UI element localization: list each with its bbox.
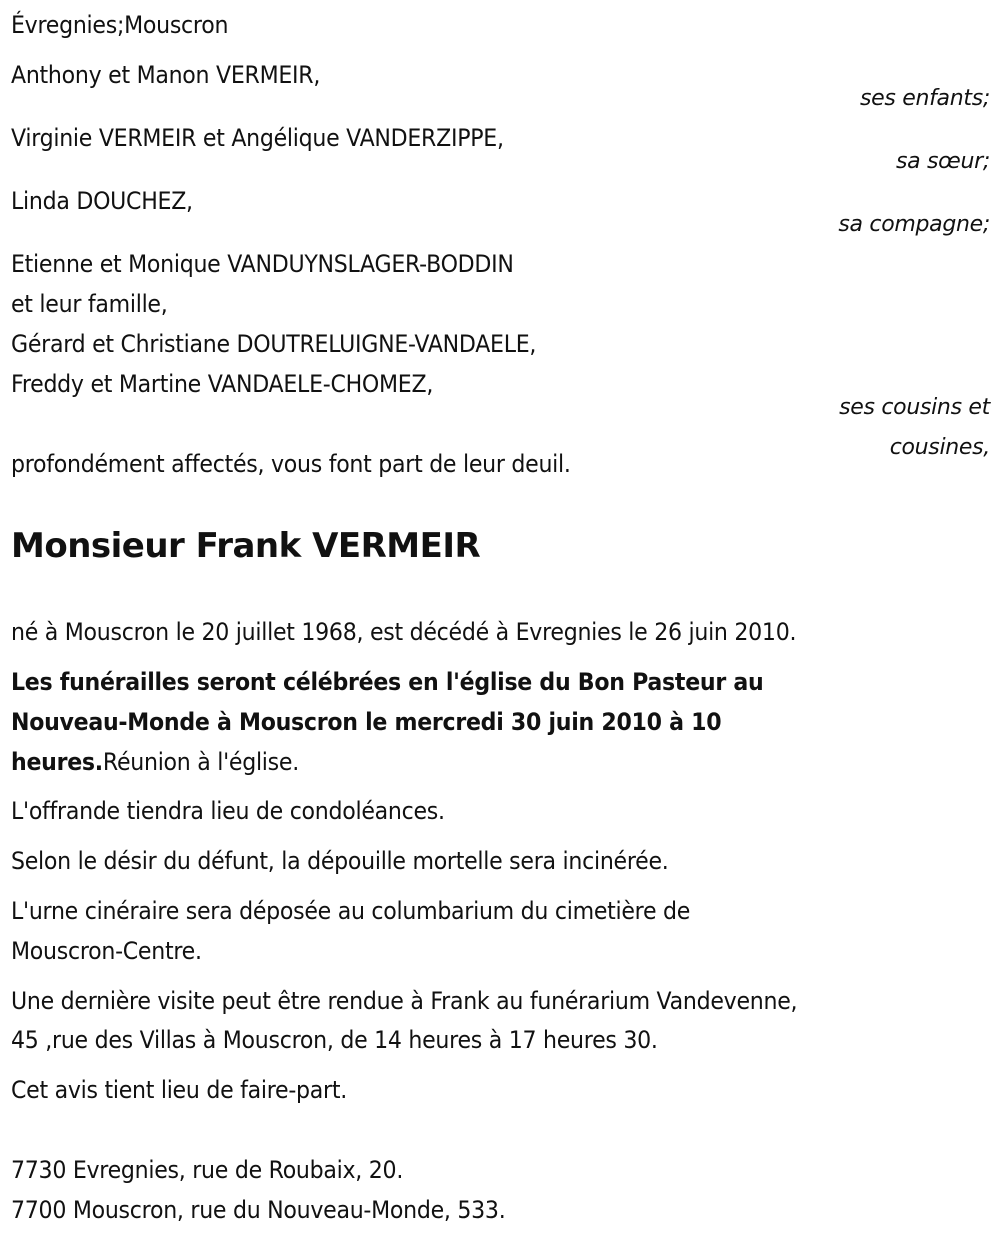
notice-text: Cet avis tient lieu de faire-part. (11, 1076, 347, 1104)
cremation-note: Selon le désir du défunt, la dépouille mortelle sera incinérée. (11, 847, 669, 875)
visit-note-line-1: Une dernière visite peut être rendue à Frank au funérarium Vandevenne, (11, 987, 798, 1015)
relation-cousins-2: cousines, (889, 435, 990, 460)
relation-companion: sa compagne; (838, 212, 990, 237)
family-names-sister: Virginie VERMEIR et Angélique VANDERZIPPE, (11, 124, 504, 152)
funeral-info-bold-end: heures. (11, 748, 103, 776)
family-names-companion: Linda DOUCHEZ, (11, 187, 193, 215)
family-names-children: Anthony et Manon VERMEIR, (11, 61, 321, 89)
offering-note: L'offrande tiendra lieu de condoléances. (11, 797, 445, 825)
family-names-cousins-1: Etienne et Monique VANDUYNSLAGER-BODDIN (11, 250, 514, 278)
visit-note-line-2: 45 ,rue des Villas à Mouscron, de 14 heures à 17 heures 30. (11, 1026, 658, 1054)
funeral-gathering: Réunion à l'église. (102, 748, 299, 776)
address-evregnies: 7730 Evregnies, rue de Roubaix, 20. (11, 1156, 404, 1184)
funeral-info-line-3 (11, 747, 299, 777)
location-header: Évregnies;Mouscron (11, 11, 229, 39)
urn-note-line-2: Mouscron-Centre. (11, 937, 202, 965)
family-names-cousins-2: et leur famille, (11, 290, 168, 318)
birth-death-info: né à Mouscron le 20 juillet 1968, est décédé à Evregnies le 26 juin 2010. (11, 618, 797, 646)
relation-children: ses enfants; (859, 86, 990, 111)
family-names-cousins-4: Freddy et Martine VANDAELE-CHOMEZ, (11, 370, 434, 398)
family-names-cousins-3: Gérard et Christiane DOUTRELUIGNE-VANDAELE, (11, 330, 537, 358)
address-mouscron: 7700 Mouscron, rue du Nouveau-Monde, 533. (11, 1196, 506, 1224)
relation-cousins-1: ses cousins et (839, 395, 990, 420)
funeral-info-line-2: Nouveau-Monde à Mouscron le mercredi 30 juin 2010 à 10 (11, 708, 722, 736)
urn-note-line-1: L'urne cinéraire sera déposée au columbarium du cimetière de (11, 897, 691, 925)
family-closing: profondément affectés, vous font part de leur deuil. (11, 450, 571, 478)
deceased-name: Monsieur Frank VERMEIR (11, 526, 481, 566)
funeral-info-line-1: Les funérailles seront célébrées en l'église du Bon Pasteur au (11, 668, 764, 696)
relation-sister: sa sœur; (895, 149, 990, 174)
